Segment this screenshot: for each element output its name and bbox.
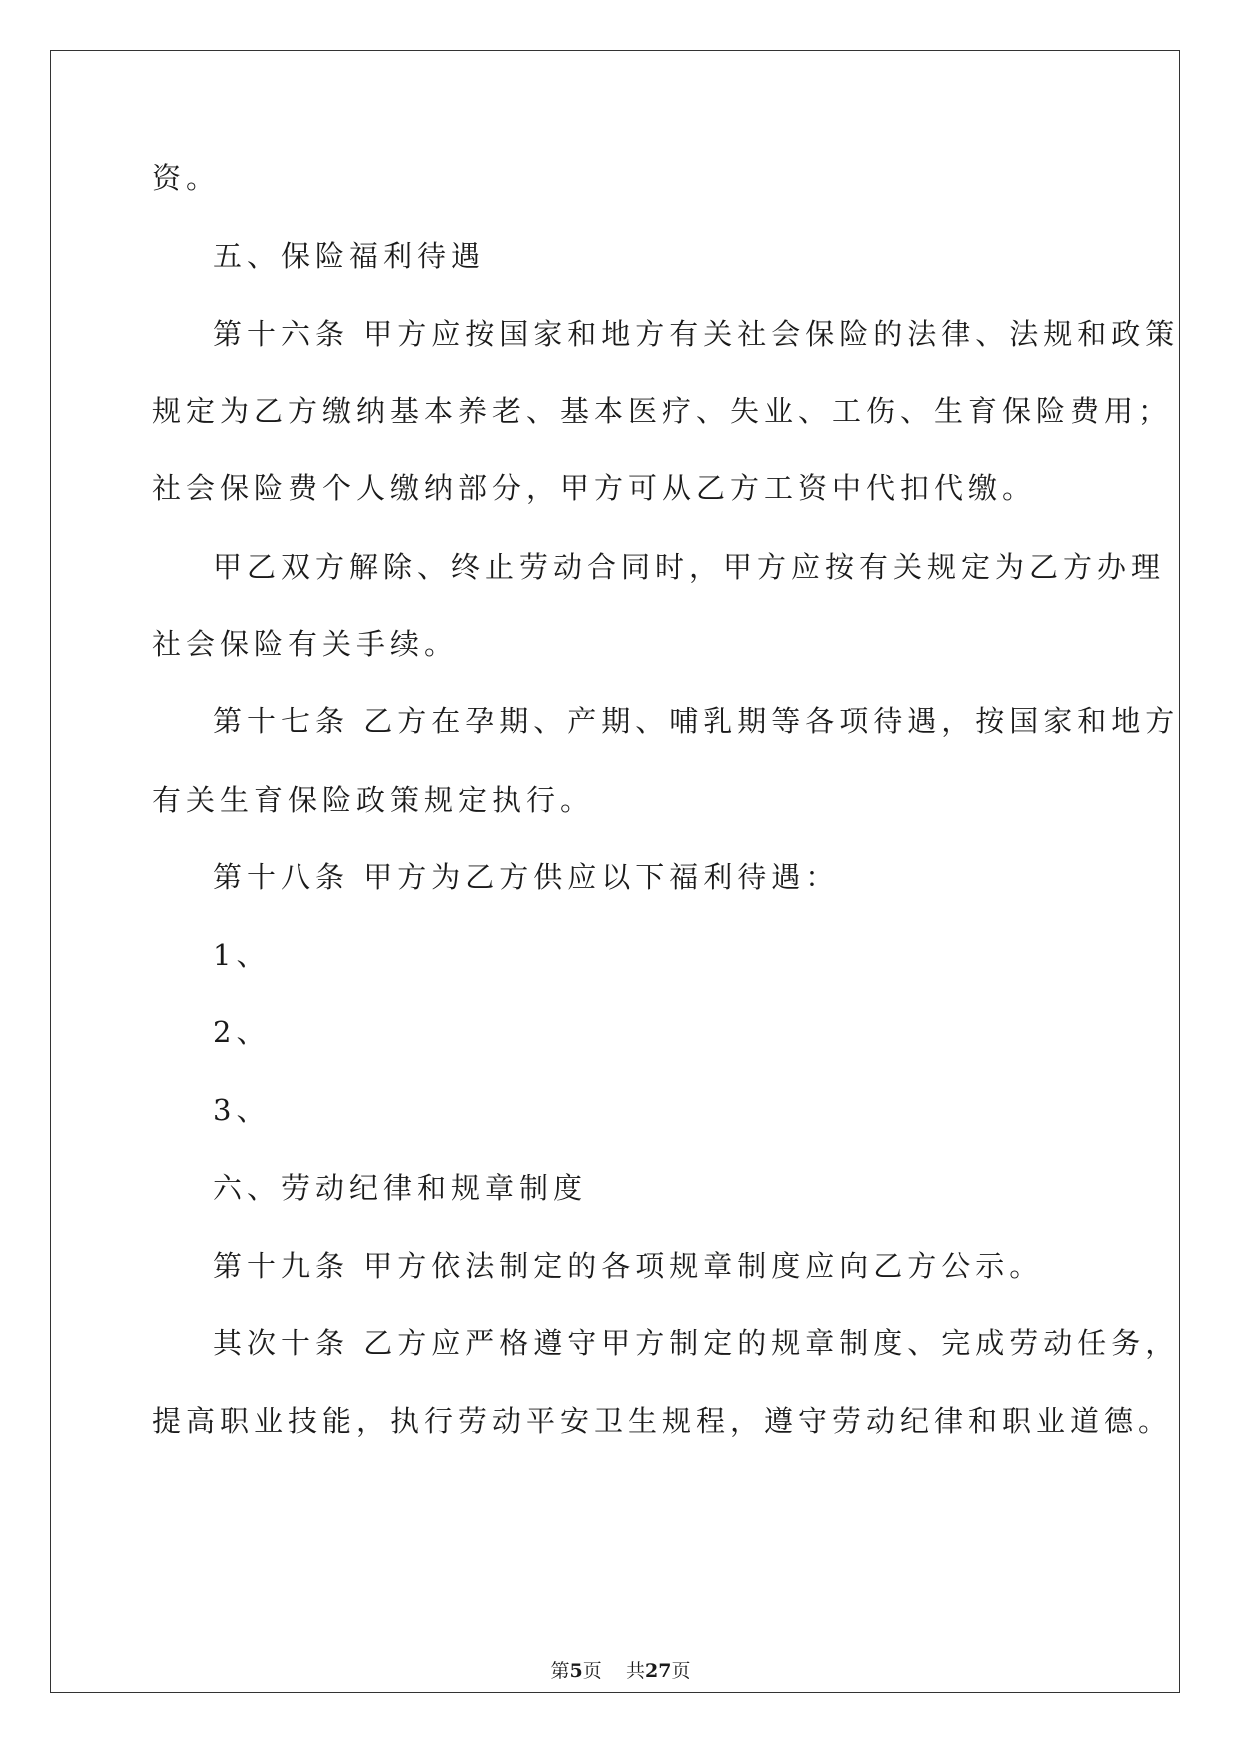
footer-total-prefix: 共 — [625, 1660, 645, 1682]
paragraph-line: 社会保险费个人缴纳部分，甲方可从乙方工资中代扣代缴。 — [152, 471, 1037, 505]
list-item: 3、 — [213, 1093, 271, 1127]
paragraph-line: 社会保险有关手续。 — [152, 627, 459, 661]
paragraph-line: 规定为乙方缴纳基本养老、基本医疗、失业、工伤、生育保险费用； — [152, 394, 1173, 428]
page-footer — [0, 1659, 1241, 1683]
paragraph-line: 其次十条 乙方应严格遵守甲方制定的规章制度、完成劳动任务， — [213, 1326, 1180, 1360]
section-heading: 五、保险福利待遇 — [213, 239, 486, 273]
footer-page-suffix: 页 — [582, 1660, 602, 1682]
list-item: 2、 — [213, 1015, 271, 1049]
paragraph-line: 资。 — [152, 161, 221, 195]
footer-page-number: 5 — [569, 1660, 583, 1682]
paragraph-line: 有关生育保险政策规定执行。 — [152, 783, 595, 817]
list-item: 1、 — [213, 938, 271, 972]
footer-total-suffix: 页 — [671, 1660, 691, 1682]
paragraph-line: 第十六条 甲方应按国家和地方有关社会保险的法律、法规和政策 — [213, 317, 1180, 351]
section-heading: 六、劳动纪律和规章制度 — [213, 1171, 588, 1205]
footer-total-pages: 27 — [644, 1660, 672, 1682]
paragraph-line: 提高职业技能，执行劳动平安卫生规程，遵守劳动纪律和职业道德。 — [152, 1404, 1173, 1438]
footer-page-prefix: 第 — [550, 1660, 570, 1682]
paragraph-line: 第十七条 乙方在孕期、产期、哺乳期等各项待遇，按国家和地方 — [213, 704, 1180, 738]
paragraph-line: 第十八条 甲方为乙方供应以下福利待遇： — [213, 860, 840, 894]
paragraph-line: 第十九条 甲方依法制定的各项规章制度应向乙方公示。 — [213, 1249, 1044, 1283]
paragraph-line: 甲乙双方解除、终止劳动合同时，甲方应按有关规定为乙方办理 — [213, 550, 1166, 584]
